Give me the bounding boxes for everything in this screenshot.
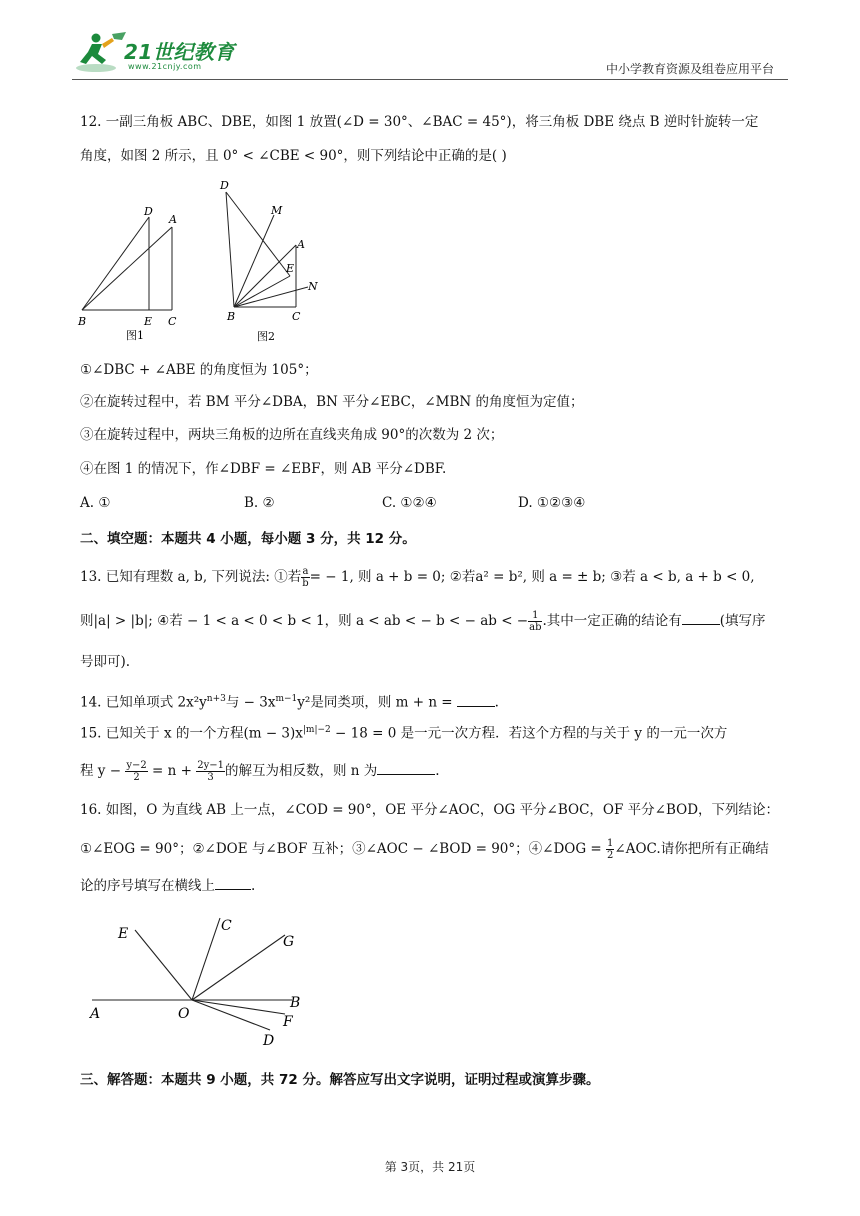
q12-option-b[interactable]: B. ② (244, 495, 275, 511)
site-logo (72, 30, 247, 76)
q16-label-c: C (221, 918, 232, 934)
q12-option-d[interactable]: D. ①②③④ (518, 495, 586, 511)
q15-frac2-num: 2y−1 (197, 760, 224, 771)
q15-l2-text-b: = n + (152, 763, 192, 779)
q15-fraction-1 (125, 760, 147, 783)
q16-label-e: E (118, 926, 129, 942)
q15-exponent: |m|−2 (302, 725, 331, 735)
q13-line3: 号即可). (80, 654, 131, 670)
q16-label-g: G (283, 934, 295, 950)
q13-frac1-num: a (302, 566, 309, 577)
q14-text-a: 14. 已知单项式 2x²y (80, 694, 207, 711)
section-3-heading: 三、解答题：本题共 9 小题，共 72 分。解答应写出文字说明，证明过程或演算步骤。 (80, 1072, 600, 1088)
q13-l1-text-b: = − 1, 则 a + b = 0; ②若a² = b², 则 a = ± b; ③若 a < b, a + b < 0, (309, 569, 755, 585)
q15-l2-text-a: 程 y − (80, 763, 122, 779)
q15-frac1-den: 2 (133, 772, 140, 783)
q15-fraction-2 (196, 760, 225, 783)
q13-l1-text-a: 13. 已知有理数 a, b, 下列说法: ①若 (80, 569, 302, 585)
q12-figure-1 (72, 200, 192, 345)
q12-option-c[interactable]: C. ①②④ (382, 495, 437, 511)
logo-text: 21世纪教育 (124, 40, 235, 64)
q12-option-a[interactable]: A. ① (80, 495, 111, 511)
q13-fraction-1-over-ab (528, 610, 542, 633)
q14-exp-1: n+3 (206, 694, 226, 704)
fig2-label-b: B (227, 310, 236, 323)
q16-frac-num: 1 (607, 838, 614, 849)
q15-answer-blank[interactable] (377, 761, 435, 775)
q16-l3-text-a: 论的序号填写在横线上 (80, 878, 215, 894)
fig1-caption: 图1 (126, 329, 144, 342)
q16-frac-den: 2 (607, 850, 614, 861)
fig2-label-c: C (292, 310, 301, 323)
q15-line2 (80, 760, 440, 783)
fig2-label-m: M (271, 204, 283, 217)
q16-line2 (80, 838, 769, 861)
fig1-label-c: C (168, 315, 177, 328)
q13-frac2-num: 1 (528, 610, 542, 622)
q13-l2-text-c: (填写序 (719, 613, 766, 629)
q13-line1 (80, 566, 755, 589)
q16-l2-text-a: ①∠EOG = 90°；②∠DOE 与∠BOF 互补；③∠AOC − ∠BOD = 90°；④∠DOG = (80, 841, 602, 857)
q16-label-b: B (290, 995, 301, 1011)
q12-statement-1: ①∠DBC + ∠ABE 的角度恒为 105°； (80, 362, 318, 378)
q15-frac1-num: y−2 (126, 760, 147, 771)
q15-text-b: − 18 = 0 是一元一次方程．若这个方程的与关于 y 的一元一次方 (330, 725, 728, 742)
q12-line1: 12. 一副三角板 ABC、DBE，如图 1 放置(∠D = 30°、∠BAC = 45°)，将三角板 DBE 绕点 B 逆时针旋转一定 (80, 114, 759, 130)
q15-frac2-den: 3 (207, 772, 214, 783)
q13-frac1-den: b (302, 578, 309, 589)
q13-l2-text-a: 则|a| > |b|; ④若 − 1 < a < 0 < b < 1，则 a < ab < − b < − ab < − (80, 613, 529, 629)
q16-figure (80, 910, 320, 1050)
q15-l2-text-d: . (435, 763, 440, 779)
q15-text-a: 15. 已知关于 x 的一个方程(m − 3)x (80, 725, 303, 742)
q13-answer-blank[interactable] (682, 611, 720, 625)
logo-url: www.21cnjy.com (128, 62, 202, 71)
section-2-heading: 二、填空题：本题共 4 小题，每小题 3 分，共 12 分。 (80, 531, 416, 547)
fig2-label-n: N (308, 280, 318, 293)
q14-text-b: 与 − 3x (225, 694, 276, 711)
header-platform-name: 中小学教育资源及组卷应用平台 (605, 62, 774, 76)
fig1-label-e: E (144, 315, 153, 328)
q16-line1: 16. 如图，O 为直线 AB 上一点，∠COD = 90°，OE 平分∠AOC，OG 平分∠BOC，OF 平分∠BOD，下列结论： (80, 802, 780, 818)
q14-text-c: y²是同类项，则 m + n = (297, 694, 453, 711)
q12-statement-2: ②在旋转过程中，若 BM 平分∠DBA，BN 平分∠EBC，∠MBN 的角度恒为定值； (80, 394, 584, 410)
q13-frac2-den: ab (529, 622, 542, 633)
page-number: 第 3页，共 21页 (384, 1160, 476, 1174)
q16-line3 (80, 876, 255, 896)
fig1-label-d: D (144, 205, 153, 218)
q16-answer-blank[interactable] (215, 876, 251, 890)
q16-label-f: F (283, 1014, 293, 1030)
q14-answer-blank[interactable] (457, 693, 495, 707)
fig1-label-b: B (78, 315, 87, 328)
fig2-label-a: A (297, 238, 305, 251)
fig1-label-a: A (169, 213, 177, 226)
q13-line2 (80, 610, 766, 633)
q13-l2-text-b: .其中一定正确的结论有 (542, 613, 682, 629)
q14-line (80, 689, 499, 713)
q15-line1 (80, 720, 727, 744)
q12-line2: 角度，如图 2 所示，且 0° < ∠CBE < 90°，则下列结论中正确的是( ) (80, 148, 507, 164)
fig2-label-e: E (286, 262, 295, 275)
q16-label-d: D (263, 1033, 275, 1049)
q16-l2-text-b: ∠AOC.请你把所有正确结 (614, 841, 769, 857)
page-header (72, 30, 788, 80)
q14-text-d: . (494, 694, 499, 711)
q12-figure-2 (212, 172, 332, 347)
q13-fraction-a-over-b (301, 566, 309, 589)
q16-l3-text-b: . (251, 878, 256, 894)
runner-logo-icon (72, 30, 132, 76)
q12-statement-3: ③在旋转过程中，两块三角板的边所在直线夹角成 90°的次数为 2 次； (80, 427, 504, 443)
q15-l2-text-c: 的解互为相反数，则 n 为 (224, 763, 378, 779)
q12-statement-4: ④在图 1 的情况下，作∠DBF = ∠EBF，则 AB 平分∠DBF. (80, 461, 447, 477)
q16-label-a: A (90, 1006, 101, 1022)
fig2-label-d: D (220, 179, 229, 192)
q16-label-o: O (178, 1006, 190, 1022)
q14-exp-2: m−1 (275, 694, 298, 704)
fig2-caption: 图2 (257, 330, 275, 343)
